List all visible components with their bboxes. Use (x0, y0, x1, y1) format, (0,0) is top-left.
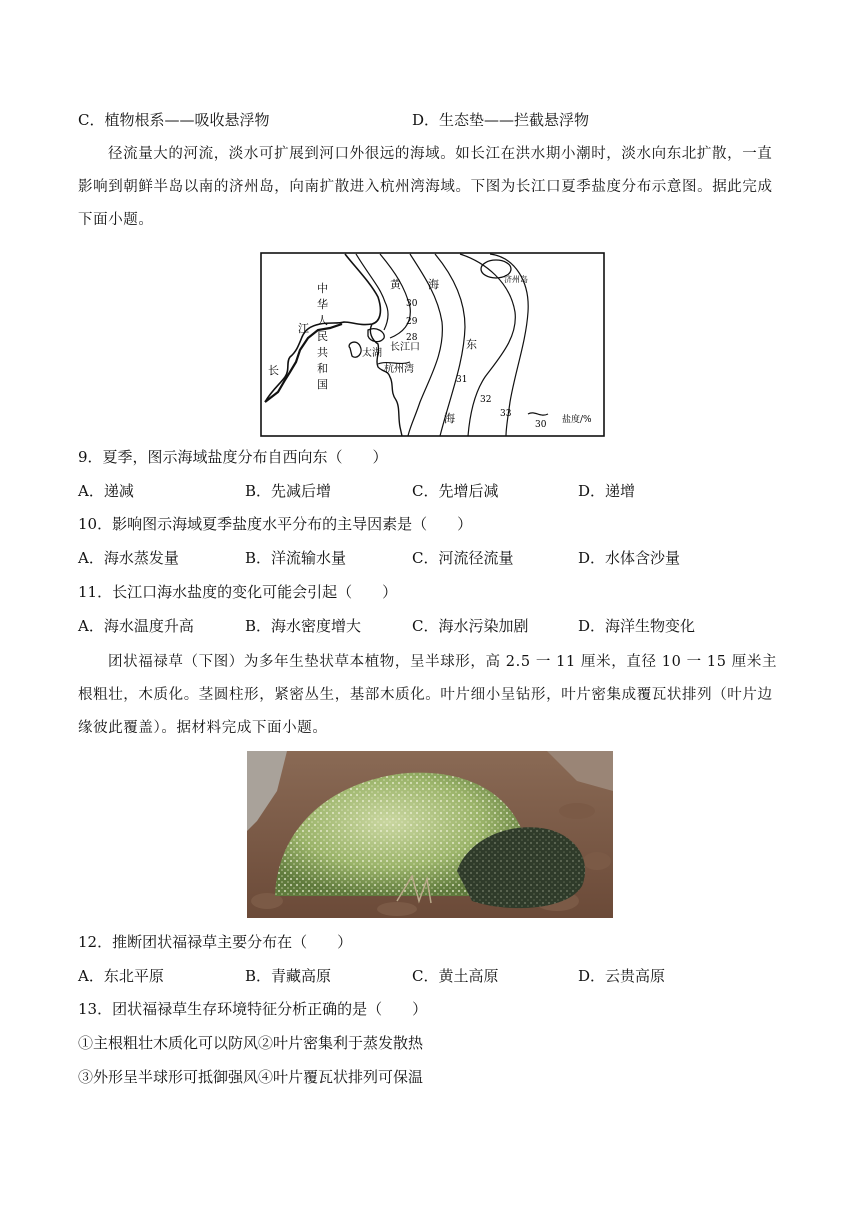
isoline-label-33: 33 (500, 409, 512, 419)
q12-option-c: C．黄土高原 (412, 967, 499, 985)
svg-text:中: 中 (317, 282, 328, 295)
salinity-map-figure (260, 252, 605, 438)
q9-option-a: A．递减 (78, 482, 134, 500)
svg-text:和: 和 (317, 362, 328, 375)
isoline-label-31: 31 (456, 375, 468, 385)
label-hai1: 海 (428, 278, 439, 291)
q13-statement-1-2: ①主根粗壮木质化可以防风②叶片密集利于蒸发散热 (78, 1034, 424, 1052)
legend-value: 30 (535, 420, 547, 430)
label-huang: 黄 (390, 278, 401, 291)
q12-option-b: B．青藏高原 (245, 967, 332, 985)
q13-stem: 13．团状福禄草生存环境特征分析正确的是（ ） (78, 1000, 428, 1018)
label-dong: 东 (466, 338, 477, 351)
q11-option-c: C．海水污染加剧 (412, 617, 529, 635)
q9-option-b: B．先减后增 (245, 482, 332, 500)
label-hangzhouwan: 杭州湾 (384, 364, 414, 375)
isoline-label-30: 30 (406, 299, 418, 309)
q11-option-b: B．海水密度增大 (245, 617, 362, 635)
q9-stem: 9．夏季，图示海域盐度分布自西向东（ ） (78, 448, 388, 466)
q11-option-a: A．海水温度升高 (78, 617, 194, 635)
q12-option-a: A．东北平原 (78, 967, 164, 985)
q8-option-d: D．生态垫——拦截悬浮物 (412, 111, 590, 129)
q9-option-c: C．先增后减 (412, 482, 499, 500)
q10-stem: 10．影响图示海域夏季盐度水平分布的主导因素是（ ） (78, 515, 473, 533)
q11-stem: 11．长江口海水盐度的变化可能会引起（ ） (78, 583, 398, 601)
label-jeju: 济州岛 (504, 275, 528, 284)
label-china (317, 281, 328, 391)
svg-text:华: 华 (317, 298, 328, 311)
passage-plant: 团状福禄草（下图）为多年生垫状草本植物，呈半球形，高 2.5 一 11 厘米，直径 10 一 15 厘米主根粗壮，木质化。茎圆柱形，紧密丛生，基部木质化。叶片细小呈钻形，叶片密集成覆瓦状排列（叶片边缘彼此覆盖）。据材料完成下面小题。 (78, 654, 778, 736)
svg-text:国: 国 (317, 378, 328, 391)
label-taihu: 太湖 (362, 348, 382, 359)
label-changjiangkou: 长江口 (390, 342, 420, 353)
isoline-label-28: 28 (406, 333, 418, 343)
q12-option-d: D．云贵高原 (578, 967, 666, 985)
q10-option-b: B．洋流输水量 (245, 549, 347, 567)
passage-salinity: 径流量大的河流，淡水可扩展到河口外很远的海域。如长江在洪水期小潮时，淡水向东北扩散，一直影响到朝鲜半岛以南的济州岛，向南扩散进入杭州湾海域。下图为长江口夏季盐度分布示意图。据此完成下面小题。 (78, 146, 773, 228)
isoline-label-29: 29 (406, 317, 418, 327)
cushion-plant-photo (247, 751, 613, 918)
q10-option-a: A．海水蒸发量 (78, 549, 179, 567)
q10-option-d: D．水体含沙量 (578, 549, 681, 567)
label-jiang: 江 (298, 322, 309, 335)
q10-option-c: C．河流径流量 (412, 549, 514, 567)
legend-label: 盐度/% (562, 415, 592, 425)
svg-text:人: 人 (317, 314, 328, 327)
q13-statement-3-4: ③外形呈半球形可抵御强风④叶片覆瓦状排列可保温 (78, 1068, 424, 1086)
q12-stem: 12．推断团状福禄草主要分布在（ ） (78, 933, 353, 951)
label-hai2: 海 (444, 412, 455, 425)
label-chang: 长 (268, 364, 279, 377)
svg-text:民: 民 (317, 330, 328, 343)
q8-option-c: C．植物根系——吸收悬浮物 (78, 111, 270, 129)
q11-option-d: D．海洋生物变化 (578, 617, 696, 635)
svg-text:共: 共 (317, 346, 328, 359)
isoline-label-32: 32 (480, 395, 492, 405)
q9-option-d: D．递增 (578, 482, 636, 500)
